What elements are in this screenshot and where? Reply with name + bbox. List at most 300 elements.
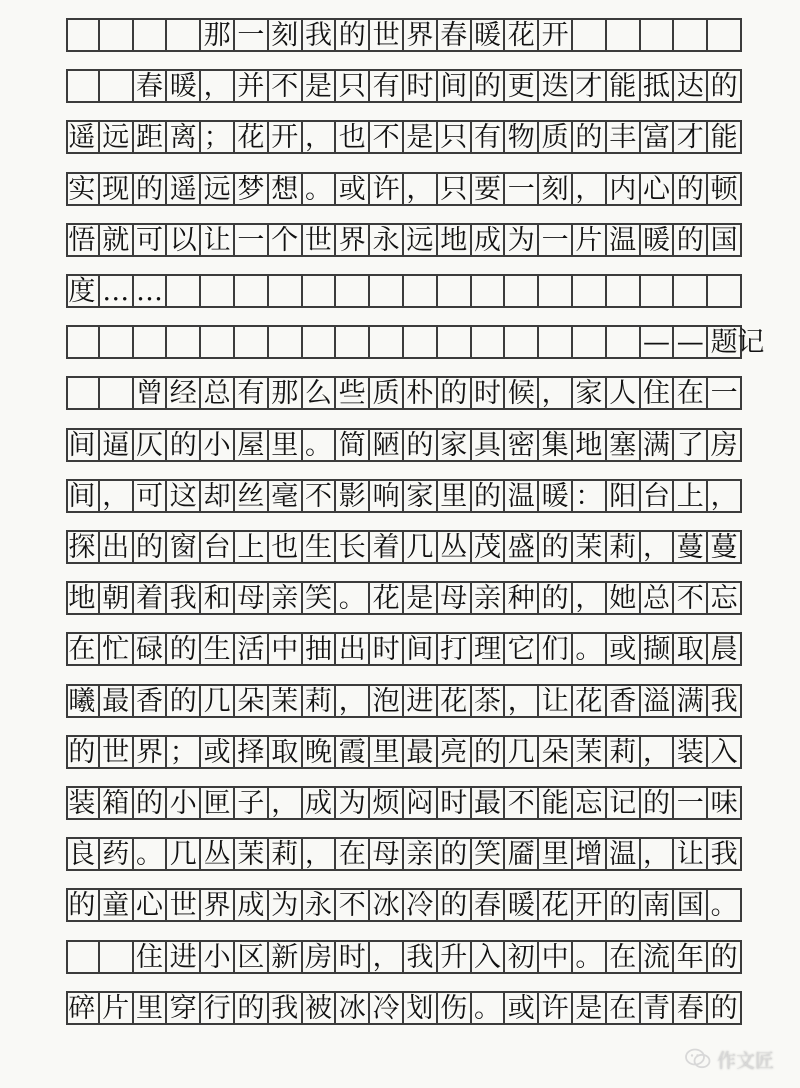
grid-cell: 满: [641, 430, 675, 460]
grid-cell: 或: [336, 174, 370, 204]
grid-cell: 却: [201, 481, 235, 511]
grid-cell: 被: [303, 993, 337, 1023]
text-row: [66, 479, 742, 513]
grid-cell: 可: [134, 481, 168, 511]
grid-cell: 成: [235, 890, 269, 920]
grid-cell: [404, 276, 438, 306]
grid-cell: 毫: [269, 481, 303, 511]
grid-cell: 丛: [201, 839, 235, 869]
grid-cell: 候: [505, 378, 539, 408]
grid-cell: 是: [303, 71, 337, 101]
grid-cell: [404, 327, 438, 357]
grid-cell: [303, 276, 337, 306]
grid-cell: 伤: [438, 993, 472, 1023]
grid-cell: 那: [269, 378, 303, 408]
grid-cell: 也: [336, 122, 370, 152]
grid-cell: 的: [708, 942, 742, 972]
grid-cell: 蔓: [708, 532, 742, 562]
grid-cell: 在: [66, 634, 100, 664]
grid-cell: [201, 276, 235, 306]
grid-cell: 让: [674, 839, 708, 869]
grid-cell: 我: [404, 942, 438, 972]
grid-cell: 永: [370, 225, 404, 255]
grid-cell: 内: [607, 174, 641, 204]
grid-cell: 笑: [303, 583, 337, 613]
grid-cell: 一: [539, 225, 573, 255]
grid-cell: 人: [607, 378, 641, 408]
grid-cell: 界: [404, 20, 438, 50]
grid-cell: 或: [201, 737, 235, 767]
grid-cell: [505, 327, 539, 357]
grid-cell: 的: [404, 430, 438, 460]
grid-cell: [336, 327, 370, 357]
grid-cell: [201, 327, 235, 357]
grid-cell: 是: [404, 122, 438, 152]
grid-cell: 物: [505, 122, 539, 152]
grid-cell: 不: [303, 481, 337, 511]
grid-cell: 开: [573, 890, 607, 920]
grid-cell: 的: [438, 378, 472, 408]
grid-cell: 的: [134, 788, 168, 818]
grid-cell: 暖: [167, 71, 201, 101]
grid-cell: [674, 276, 708, 306]
grid-cell: 出: [336, 634, 370, 664]
grid-cell: 茉: [573, 532, 607, 562]
grid-cell: ，: [336, 686, 370, 716]
grid-cell: 世: [370, 20, 404, 50]
grid-cell: ，: [641, 737, 675, 767]
grid-cell: 界: [201, 890, 235, 920]
grid-cell: 并: [235, 71, 269, 101]
grid-cell: ，: [201, 71, 235, 101]
grid-cell: 碌: [134, 634, 168, 664]
grid-cell: [641, 276, 675, 306]
grid-cell: 丰: [607, 122, 641, 152]
grid-cell: 和: [201, 583, 235, 613]
grid-cell: —: [674, 327, 708, 357]
grid-cell: [708, 20, 742, 50]
text-row: [66, 120, 742, 154]
grid-cell: 春: [472, 890, 506, 920]
grid-cell: 我: [167, 583, 201, 613]
grid-cell: 的: [336, 20, 370, 50]
grid-cell: 的: [66, 737, 100, 767]
grid-cell: 就: [100, 225, 134, 255]
grid-cell: 质: [370, 378, 404, 408]
grid-cell: 有: [472, 122, 506, 152]
grid-cell: [100, 327, 134, 357]
grid-cell: 间: [66, 481, 100, 511]
grid-cell: 满: [674, 686, 708, 716]
grid-cell: 。: [303, 174, 337, 204]
grid-cell: 春: [438, 20, 472, 50]
grid-cell: 一: [235, 20, 269, 50]
grid-cell: ；: [201, 122, 235, 152]
title-row: [66, 18, 742, 52]
grid-cell: 在: [607, 993, 641, 1023]
grid-cell: 中: [269, 634, 303, 664]
grid-cell: 冷: [370, 993, 404, 1023]
grid-cell: 的: [167, 634, 201, 664]
grid-cell: 阳: [607, 481, 641, 511]
grid-cell: 的: [167, 686, 201, 716]
grid-cell: 曦: [66, 686, 100, 716]
grid-cell: 家: [404, 481, 438, 511]
grid-cell: 着: [134, 583, 168, 613]
grid-cell: 朝: [100, 583, 134, 613]
grid-cell: 有: [370, 71, 404, 101]
grid-cell: 我: [708, 686, 742, 716]
text-row: [66, 428, 742, 462]
grid-cell: 响: [370, 481, 404, 511]
grid-cell: 不: [269, 71, 303, 101]
grid-cell: 密: [505, 430, 539, 460]
grid-cell: 不: [370, 122, 404, 152]
grid-cell: ，: [641, 532, 675, 562]
grid-cell: [472, 276, 506, 306]
grid-cell: 现: [100, 174, 134, 204]
grid-cell: 屋: [235, 430, 269, 460]
grid-cell: 活: [235, 634, 269, 664]
grid-cell: ，: [573, 174, 607, 204]
grid-cell: 暖: [539, 481, 573, 511]
grid-cell: 住: [641, 378, 675, 408]
grid-cell: 它: [505, 634, 539, 664]
grid-cell: 界: [336, 225, 370, 255]
grid-cell: 要: [472, 174, 506, 204]
grid-cell: 小: [201, 942, 235, 972]
grid-cell: ，: [404, 174, 438, 204]
grid-cell: 童: [100, 890, 134, 920]
grid-cell: 世: [167, 890, 201, 920]
grid-cell: 进: [167, 942, 201, 972]
grid-cell: 青: [641, 993, 675, 1023]
grid-cell: 泡: [370, 686, 404, 716]
grid-cell: 增: [573, 839, 607, 869]
grid-cell: 以: [167, 225, 201, 255]
grid-cell: [167, 20, 201, 50]
grid-cell: [505, 276, 539, 306]
grid-cell: [641, 20, 675, 50]
text-row: [66, 376, 742, 410]
text-row: [66, 223, 742, 257]
grid-cell: [573, 276, 607, 306]
grid-cell: 花: [235, 122, 269, 152]
grid-cell: [134, 327, 168, 357]
watermark: [685, 1046, 774, 1072]
grid-cell: 亮: [438, 737, 472, 767]
grid-cell: 母: [438, 583, 472, 613]
text-row: [66, 69, 742, 103]
grid-cell: 上: [674, 481, 708, 511]
grid-cell: 闷: [404, 788, 438, 818]
grid-cell: 匣: [201, 788, 235, 818]
grid-cell: [269, 327, 303, 357]
grid-cell: 上: [235, 532, 269, 562]
grid-cell: 朴: [404, 378, 438, 408]
grid-cell: 可: [134, 225, 168, 255]
grid-cell: 。: [573, 942, 607, 972]
grid-cell: 南: [641, 890, 675, 920]
grid-cell: 里: [539, 839, 573, 869]
grid-cell: [134, 20, 168, 50]
grid-cell: 春: [134, 71, 168, 101]
grid-cell: 蔓: [674, 532, 708, 562]
grid-cell: [674, 20, 708, 50]
grid-cell: 几: [404, 532, 438, 562]
grid-cell: 抵: [641, 71, 675, 101]
grid-cell: 春: [674, 993, 708, 1023]
grid-cell: 能: [539, 788, 573, 818]
grid-cell: 只: [438, 122, 472, 152]
grid-cell: 几: [167, 839, 201, 869]
grid-cell: 的: [438, 839, 472, 869]
grid-cell: [66, 942, 100, 972]
grid-cell: 许: [370, 174, 404, 204]
grid-cell: 最: [472, 788, 506, 818]
grid-cell: 探: [66, 532, 100, 562]
watermark-text: 作文匠: [716, 1049, 774, 1072]
grid-cell: 中: [539, 942, 573, 972]
grid-cell: 为: [336, 788, 370, 818]
grid-cell: 迭: [539, 71, 573, 101]
grid-cell: 晚: [303, 737, 337, 767]
grid-cell: 远: [100, 122, 134, 152]
grid-cell: 的: [66, 890, 100, 920]
grid-cell: 陋: [370, 430, 404, 460]
grid-cell: ，: [505, 686, 539, 716]
grid-cell: 。: [336, 583, 370, 613]
grid-cell: 良: [66, 839, 100, 869]
grid-cell: 花: [370, 583, 404, 613]
grid-cell: 塞: [607, 430, 641, 460]
grid-cell: 些: [336, 378, 370, 408]
grid-cell: 在: [607, 942, 641, 972]
grid-cell: 开: [269, 122, 303, 152]
grid-cell: ，: [370, 942, 404, 972]
grid-cell: 经: [167, 378, 201, 408]
grid-cell: 花: [438, 686, 472, 716]
grid-cell: [100, 942, 134, 972]
grid-cell: [607, 327, 641, 357]
grid-cell: 忙: [100, 634, 134, 664]
grid-cell: 的: [472, 71, 506, 101]
grid-cell: 出: [100, 532, 134, 562]
grid-cell: 时: [370, 634, 404, 664]
grid-cell: 忘: [708, 583, 742, 613]
grid-cell: 世: [303, 225, 337, 255]
grid-cell: 小: [167, 788, 201, 818]
grid-cell: 远: [404, 225, 438, 255]
grid-cell: 箱: [100, 788, 134, 818]
grid-cell: 花: [505, 20, 539, 50]
grid-cell: 莉: [269, 839, 303, 869]
grid-cell: 种: [505, 583, 539, 613]
grid-cell: 的: [539, 532, 573, 562]
text-row: [66, 991, 742, 1025]
grid-cell: 悟: [66, 225, 100, 255]
grid-cell: 地: [66, 583, 100, 613]
grid-cell: 流: [641, 942, 675, 972]
grid-cell: …: [100, 276, 134, 306]
grid-cell: 茶: [472, 686, 506, 716]
grid-cell: 时: [438, 788, 472, 818]
grid-cell: 简: [336, 430, 370, 460]
grid-cell: 着: [370, 532, 404, 562]
grid-cell: 成: [303, 788, 337, 818]
grid-cell: 时: [472, 378, 506, 408]
grid-cell: 我: [708, 839, 742, 869]
grid-cell: 许: [539, 993, 573, 1023]
grid-cell: 冷: [404, 890, 438, 920]
grid-cell: 家: [438, 430, 472, 460]
grid-cell: 烦: [370, 788, 404, 818]
grid-cell: [539, 276, 573, 306]
grid-cell: 的: [472, 737, 506, 767]
grid-cell: 这: [167, 481, 201, 511]
grid-cell: 不: [336, 890, 370, 920]
grid-cell: 是: [404, 583, 438, 613]
grid-cell: 的: [438, 890, 472, 920]
text-row: [66, 274, 742, 308]
grid-cell: 择: [235, 737, 269, 767]
grid-cell: 香: [134, 686, 168, 716]
grid-cell: [370, 327, 404, 357]
grid-cell: 笑: [472, 839, 506, 869]
grid-cell: 花: [539, 890, 573, 920]
grid-cell: 心: [641, 174, 675, 204]
grid-cell: 撷: [641, 634, 675, 664]
grid-cell: 晨: [708, 634, 742, 664]
grid-cell: 富: [641, 122, 675, 152]
text-row: [66, 940, 742, 974]
grid-cell: 的: [674, 174, 708, 204]
grid-cell: 才: [674, 122, 708, 152]
grid-cell: 住: [134, 942, 168, 972]
grid-cell: 茉: [235, 839, 269, 869]
grid-cell: 时: [404, 71, 438, 101]
grid-cell: [66, 378, 100, 408]
grid-cell: 。: [708, 890, 742, 920]
grid-cell: 碎: [66, 993, 100, 1023]
grid-cell: [607, 20, 641, 50]
grid-cell: ；: [167, 737, 201, 767]
grid-cell: 里: [269, 430, 303, 460]
grid-cell: 。: [573, 634, 607, 664]
grid-cell: 年: [674, 942, 708, 972]
grid-cell: [167, 327, 201, 357]
grid-cell: ，: [303, 839, 337, 869]
grid-cell: 温: [505, 481, 539, 511]
grid-cell: 让: [539, 686, 573, 716]
grid-cell: 只: [336, 71, 370, 101]
text-row: [66, 888, 742, 922]
grid-cell: 初: [505, 942, 539, 972]
grid-cell: ，: [100, 481, 134, 511]
grid-cell: 能: [708, 122, 742, 152]
grid-cell: [66, 327, 100, 357]
grid-cell: 题: [708, 327, 742, 357]
grid-cell-overflow: 记: [737, 327, 765, 359]
grid-cell: [167, 276, 201, 306]
text-row: [66, 837, 742, 871]
grid-cell: 朵: [539, 737, 573, 767]
grid-cell: 丝: [235, 481, 269, 511]
grid-cell: 刻: [269, 20, 303, 50]
grid-cell: 盛: [505, 532, 539, 562]
grid-cell: 距: [134, 122, 168, 152]
grid-cell: 装: [66, 788, 100, 818]
grid-cell: 理: [472, 634, 506, 664]
grid-cell: 那: [201, 20, 235, 50]
grid-cell: 的: [641, 788, 675, 818]
grid-cell: 丛: [438, 532, 472, 562]
grid-cell: 开: [539, 20, 573, 50]
grid-cell: [336, 276, 370, 306]
grid-cell: 。: [472, 993, 506, 1023]
grid-cell: ，: [303, 122, 337, 152]
grid-cell: 入: [472, 942, 506, 972]
grid-cell: 的: [573, 122, 607, 152]
grid-cell: 升: [438, 942, 472, 972]
grid-cell: 总: [201, 378, 235, 408]
text-row: [66, 735, 742, 769]
grid-cell: 的: [472, 481, 506, 511]
grid-cell: [573, 327, 607, 357]
grid-cell: 暖: [505, 890, 539, 920]
grid-cell: 花: [573, 686, 607, 716]
grid-cell: 入: [708, 737, 742, 767]
grid-cell: 地: [438, 225, 472, 255]
grid-cell: 台: [201, 532, 235, 562]
grid-cell: 几: [201, 686, 235, 716]
grid-cell: ，: [539, 378, 573, 408]
grid-cell: 我: [269, 993, 303, 1023]
grid-cell: 是: [573, 993, 607, 1023]
text-row: [66, 684, 742, 718]
grid-cell: 成: [472, 225, 506, 255]
grid-cell: 装: [674, 737, 708, 767]
grid-cell: 家: [573, 378, 607, 408]
grid-cell: 抽: [303, 634, 337, 664]
grid-cell: 么: [303, 378, 337, 408]
grid-cell: 的: [708, 993, 742, 1023]
grid-cell: ：: [573, 481, 607, 511]
grid-cell: 间: [404, 634, 438, 664]
grid-cell: 或: [607, 634, 641, 664]
grid-cell: [370, 276, 404, 306]
grid-cell: [607, 276, 641, 306]
grid-cell: 生: [303, 532, 337, 562]
text-row: [66, 786, 742, 820]
grid-cell: 远: [201, 174, 235, 204]
grid-cell: 茉: [573, 737, 607, 767]
grid-cell: 一: [235, 225, 269, 255]
text-row: [66, 325, 765, 359]
grid-cell: 间: [66, 430, 100, 460]
grid-cell: 进: [404, 686, 438, 716]
grid-cell: 。: [303, 430, 337, 460]
grid-cell: 了: [674, 430, 708, 460]
grid-cell: [303, 327, 337, 357]
grid-cell: 最: [100, 686, 134, 716]
grid-cell: 界: [134, 737, 168, 767]
text-row: [66, 530, 742, 564]
grid-cell: 莉: [607, 737, 641, 767]
grid-cell: 才: [573, 71, 607, 101]
grid-cell: 靥: [505, 839, 539, 869]
grid-cell: 冰: [336, 993, 370, 1023]
